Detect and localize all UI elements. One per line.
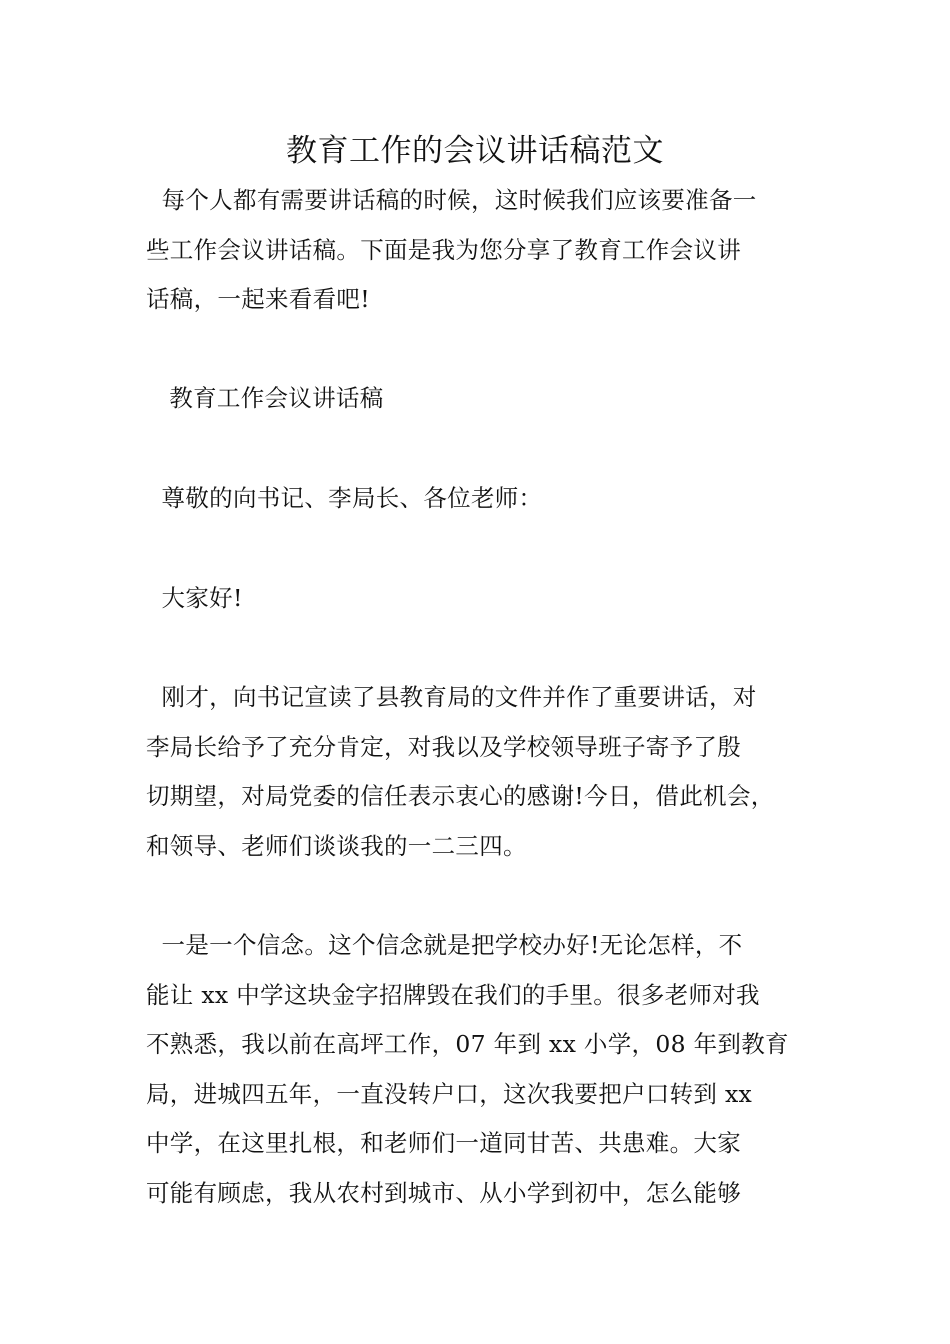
section-heading: 教育工作会议讲话稿 [146,384,384,412]
body-line: 一是一个信念。这个信念就是把学校办好!无论怎样，不 [146,931,743,959]
greeting: 大家好! [146,584,243,612]
body-line: 些工作会议讲话稿。下面是我为您分享了教育工作会议讲 [146,236,741,264]
body-line: 李局长给予了充分肯定，对我以及学校领导班子寄予了殷 [146,733,741,761]
body-line: 能让 xx 中学这块金字招牌毁在我们的手里。很多老师对我 [146,981,760,1009]
body-line: 切期望，对局党委的信任表示衷心的感谢!今日，借此机会， [146,782,775,810]
body-line: 局，进城四五年，一直没转户口，这次我要把户口转到 xx [146,1080,753,1108]
body-line: 每个人都有需要讲话稿的时候，这时候我们应该要准备一 [146,186,757,214]
body-line: 中学，在这里扎根，和老师们一道同甘苦、共患难。大家 [146,1129,741,1157]
body-line: 可能有顾虑，我从农村到城市、从小学到初中，怎么能够 [146,1179,741,1207]
body-line: 和领导、老师们谈谈我的一二三四。 [146,832,527,860]
body-line: 话稿，一起来看看吧! [146,285,370,313]
body-line: 刚才，向书记宣读了县教育局的文件并作了重要讲话，对 [146,683,757,711]
body-line: 不熟悉，我以前在高坪工作，07 年到 xx 小学，08 年到教育 [146,1030,789,1058]
document-title: 教育工作的会议讲话稿范文 [286,133,664,169]
salutation: 尊敬的向书记、李局长、各位老师： [146,484,543,512]
